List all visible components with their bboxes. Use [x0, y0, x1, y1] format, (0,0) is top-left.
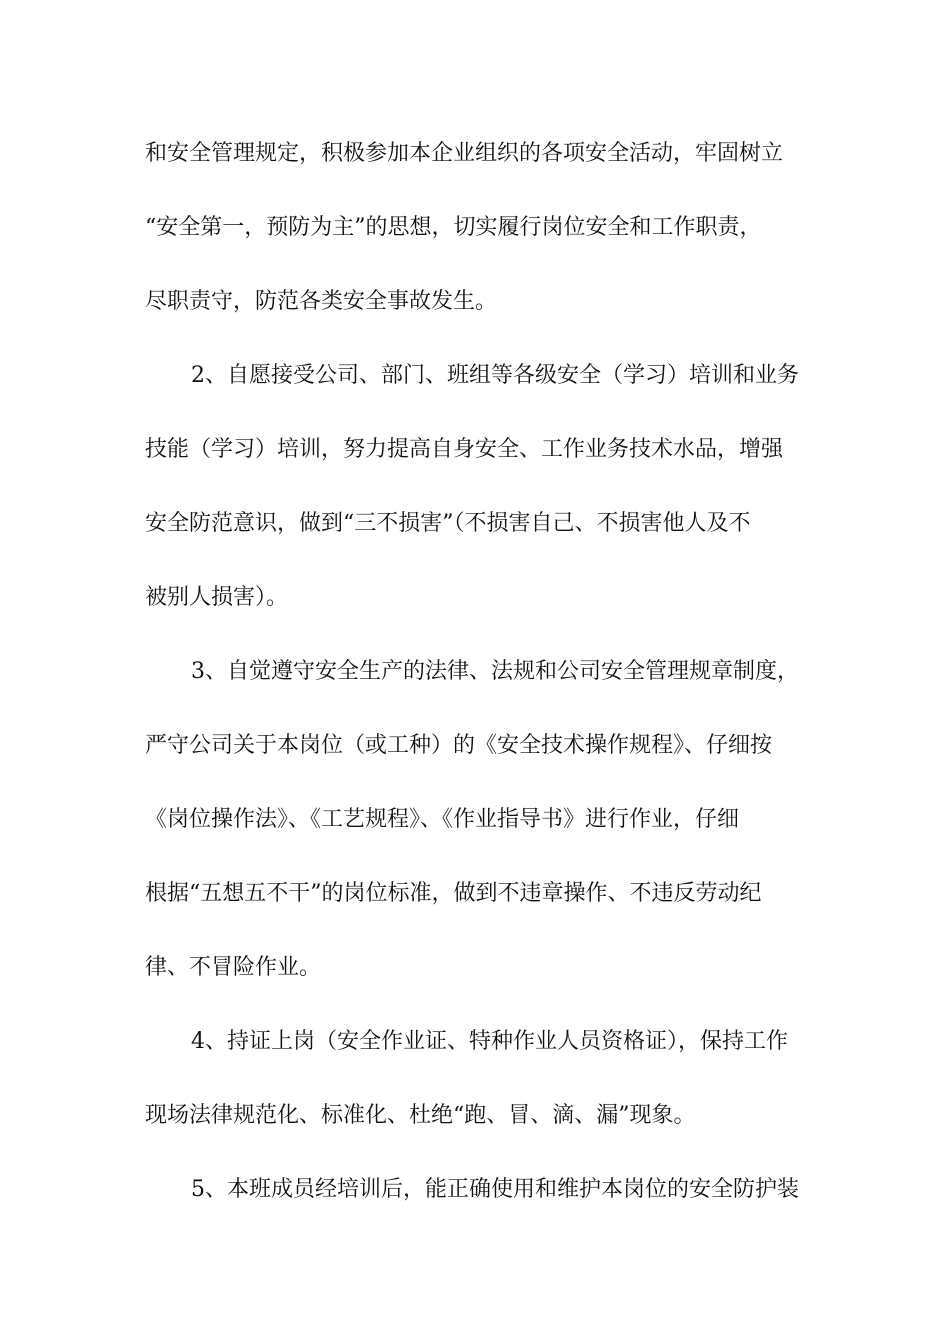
- text-line: 严守公司关于本岗位（或工种）的《安全技术操作规程》、仔细按: [145, 733, 773, 758]
- text-line: 安全防范意识，做到“三不损害”（不损害自己、不损害他人及不: [145, 511, 751, 536]
- text-line: 技能（学习）培训，努力提高自身安全、工作业务技术水品，增强: [145, 437, 784, 462]
- paragraph-start-line: 2、自愿接受公司、部门、班组等各级安全（学习）培训和业务: [191, 363, 799, 388]
- text-line: 律、不冒险作业。: [145, 955, 322, 980]
- text-line: 《岗位操作法》、《工艺规程》、《作业指导书》进行作业，仔细: [145, 807, 740, 832]
- text-line: 现场法律规范化、标准化、杜绝“跑、冒、滴、漏”现象。: [145, 1103, 696, 1128]
- document-body: [145, 131, 810, 1241]
- paragraph-start-line: 4、持证上岗（安全作业证、特种作业人员资格证），保持工作: [191, 1029, 788, 1054]
- text-line: 尽职责守，防范各类安全事故发生。: [145, 289, 498, 314]
- text-line: 和安全管理规定，积极参加本企业组织的各项安全活动，牢固树立: [145, 141, 784, 166]
- text-line: 根据“五想五不干”的岗位标准，做到不违章操作、不违反劳动纪: [145, 881, 762, 906]
- paragraph-start-line: 3、自觉遵守安全生产的法律、法规和公司安全管理规章制度，: [191, 659, 799, 684]
- text-line: “安全第一，预防为主”的思想，切实履行岗位安全和工作职责，: [145, 215, 762, 240]
- paragraph-start-line: 5、本班成员经培训后，能正确使用和维护本岗位的安全防护装: [191, 1177, 799, 1202]
- text-line: 被别人损害）。: [145, 585, 289, 610]
